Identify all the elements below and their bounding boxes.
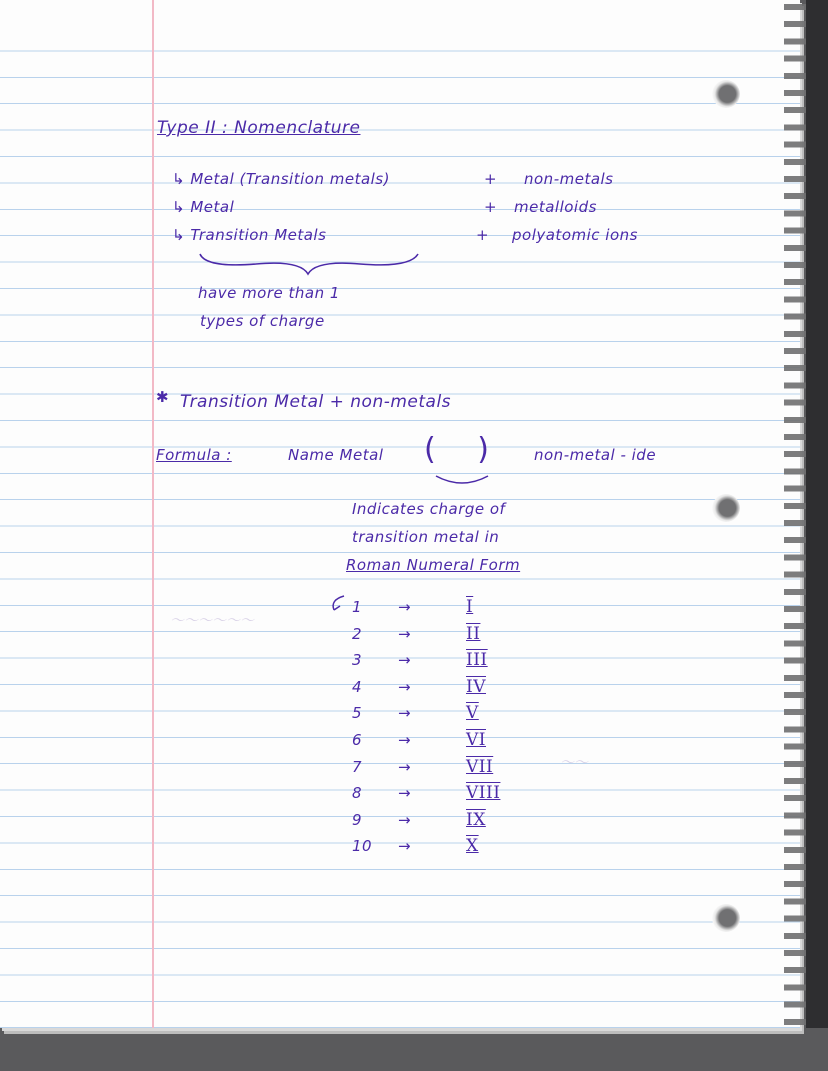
list-item: 1 xyxy=(352,598,363,616)
brace-note-line: types of charge xyxy=(200,312,325,330)
formula-suffix: non-metal - ide xyxy=(534,446,657,464)
curved-arrow-icon xyxy=(326,592,350,614)
list-item: IX xyxy=(466,809,486,830)
arrow-list xyxy=(398,594,411,860)
curly-brace-icon xyxy=(196,248,426,278)
page-heading: Type II : Nomenclature xyxy=(157,118,361,138)
punch-hole xyxy=(712,494,740,522)
list-item: III xyxy=(466,650,488,671)
category-op: + xyxy=(484,170,498,188)
category-left: Metal xyxy=(190,198,235,216)
arrow-icon: ↳ xyxy=(172,226,191,244)
list-item: X xyxy=(466,836,479,857)
indicates-line: transition metal in xyxy=(352,528,500,546)
arrow-icon: ↳ xyxy=(172,198,191,216)
arrow-icon: → xyxy=(398,624,412,643)
list-item: 5 xyxy=(352,704,363,723)
category-op: + xyxy=(484,198,498,216)
arrow-icon: → xyxy=(398,757,412,776)
number-list xyxy=(352,594,372,860)
category-right: non-metals xyxy=(524,170,614,188)
arrow-icon: ↳ xyxy=(172,170,191,188)
list-item: VI xyxy=(466,729,486,750)
section-title: Transition Metal + non-metals xyxy=(180,392,452,412)
category-row xyxy=(172,226,326,244)
bleed-through-text: ～～～～～～ xyxy=(170,613,254,629)
brace-note-line: have more than 1 xyxy=(198,284,340,302)
curve-pointer-icon xyxy=(432,472,492,492)
list-item: 8 xyxy=(352,784,363,803)
list-item: 10 xyxy=(352,837,373,856)
bleed-through-text: ～～ xyxy=(560,755,588,771)
list-item: 9 xyxy=(352,810,363,829)
star-icon: ✱ xyxy=(156,388,170,406)
category-right: polyatomic ions xyxy=(512,226,638,244)
punch-hole xyxy=(712,904,740,932)
arrow-icon: → xyxy=(398,651,412,670)
indicates-line: Indicates charge of xyxy=(352,500,506,518)
category-op: + xyxy=(476,226,490,244)
list-item: 4 xyxy=(352,677,363,696)
list-item: 2 xyxy=(352,624,363,643)
arrow-icon: → xyxy=(398,730,412,749)
list-item: VII xyxy=(466,756,494,777)
list-item: VIII xyxy=(466,783,501,804)
punch-hole xyxy=(712,80,740,108)
category-row xyxy=(172,198,234,216)
arrow-icon: → xyxy=(398,677,412,696)
list-item: I xyxy=(466,597,474,617)
category-row xyxy=(172,170,390,188)
category-left: Metal (Transition metals) xyxy=(190,170,390,188)
indicates-line: Roman Numeral Form xyxy=(346,556,521,574)
list-item: 3 xyxy=(352,651,363,670)
margin-line xyxy=(152,0,154,1028)
category-right: metalloids xyxy=(514,198,597,216)
category-left: Transition Metals xyxy=(190,226,327,244)
list-item: II xyxy=(466,623,481,644)
arrow-icon: → xyxy=(398,810,412,829)
formula-label: Formula : xyxy=(156,446,232,464)
list-item: IV xyxy=(466,676,486,697)
list-item: 7 xyxy=(352,757,363,776)
list-item: V xyxy=(466,703,479,724)
arrow-icon: → xyxy=(398,784,412,803)
roman-numeral-list xyxy=(466,594,500,860)
arrow-icon: → xyxy=(398,704,412,723)
formula-name-metal: Name Metal xyxy=(288,446,384,464)
arrow-icon: → xyxy=(398,837,412,856)
formula-parens: ( ) xyxy=(424,432,505,467)
arrow-icon: → xyxy=(398,598,412,616)
list-item: 6 xyxy=(352,730,363,749)
spiral-binding-edge xyxy=(806,0,828,1028)
